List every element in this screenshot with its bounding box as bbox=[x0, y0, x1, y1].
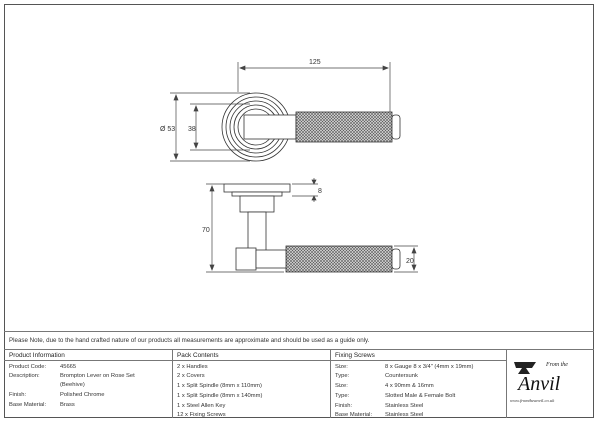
rose-diameter-label: Ø 53 bbox=[160, 126, 176, 133]
lever-top-view bbox=[244, 112, 400, 142]
column-divider-3 bbox=[506, 350, 507, 418]
rose-thickness-label: 8 bbox=[318, 188, 322, 195]
description-value-2: (Beehive) bbox=[60, 382, 85, 388]
pack-item: 12 x Fixing Screws bbox=[177, 412, 226, 418]
product-code-value: 45665 bbox=[60, 364, 77, 370]
fixing-screws-rule bbox=[330, 360, 506, 361]
screw-material-label: Base Material: bbox=[335, 412, 373, 418]
pack-item: 2 x Handles bbox=[177, 364, 208, 370]
screw-finish-label: Finish: bbox=[335, 403, 353, 409]
logo-brand: Anvil bbox=[518, 373, 561, 395]
length-dimension bbox=[238, 62, 390, 112]
finish-label: Finish: bbox=[9, 392, 27, 398]
product-info-heading: Product Information bbox=[9, 352, 65, 359]
disclaimer-note: Please Note, due to the hand crafted nature of our products all measurements are approximate and should be used as a guide only. bbox=[9, 337, 370, 344]
logo-url: www.fromtheanvil.co.uk bbox=[510, 398, 555, 403]
bolt-type-label: Type: bbox=[335, 393, 350, 399]
pack-contents-rule bbox=[172, 360, 330, 361]
from-the-anvil-logo bbox=[508, 354, 590, 414]
pack-item: 2 x Covers bbox=[177, 373, 205, 379]
projection-label: 70 bbox=[202, 227, 210, 234]
logo-from-the: From the bbox=[546, 362, 568, 368]
pack-item: 1 x Steel Allen Key bbox=[177, 403, 226, 409]
bolt-type-value: Slotted Male & Female Bolt bbox=[385, 393, 456, 399]
description-value: Brompton Lever on Rose Set bbox=[60, 373, 135, 379]
fixing-screws-heading: Fixing Screws bbox=[335, 352, 375, 359]
screw-material-value: Stainless Steel bbox=[385, 412, 424, 418]
screw-type-value: Countersunk bbox=[385, 373, 418, 379]
bolt-size-label: Size: bbox=[335, 383, 348, 389]
lever-side-view bbox=[224, 184, 400, 272]
rose-thickness-dimension bbox=[292, 178, 318, 202]
screw-finish-value: Stainless Steel bbox=[385, 403, 424, 409]
description-label: Description: bbox=[9, 373, 40, 379]
inner-diameter-label: 38 bbox=[188, 126, 196, 133]
screw-size-label: Size: bbox=[335, 364, 348, 370]
screw-type-label: Type: bbox=[335, 373, 350, 379]
base-material-label: Base Material: bbox=[9, 402, 47, 408]
bolt-size-value: 4 x 90mm & 16mm bbox=[385, 383, 434, 389]
product-code-label: Product Code: bbox=[9, 364, 47, 370]
pack-item: 1 x Split Spindle (8mm x 140mm) bbox=[177, 393, 263, 399]
grip-label: 20 bbox=[406, 258, 414, 265]
pack-contents-heading: Pack Contents bbox=[177, 352, 219, 359]
note-top-rule bbox=[4, 331, 594, 332]
product-info-rule bbox=[4, 360, 172, 361]
finish-value: Polished Chrome bbox=[60, 392, 105, 398]
length-dim-label: 125 bbox=[309, 59, 321, 66]
screw-size-value: 8 x Gauge 8 x 3/4" (4mm x 19mm) bbox=[385, 364, 474, 370]
base-material-value: Brass bbox=[60, 402, 75, 408]
pack-item: 1 x Split Spindle (8mm x 110mm) bbox=[177, 383, 262, 389]
anvil-icon bbox=[508, 354, 590, 414]
